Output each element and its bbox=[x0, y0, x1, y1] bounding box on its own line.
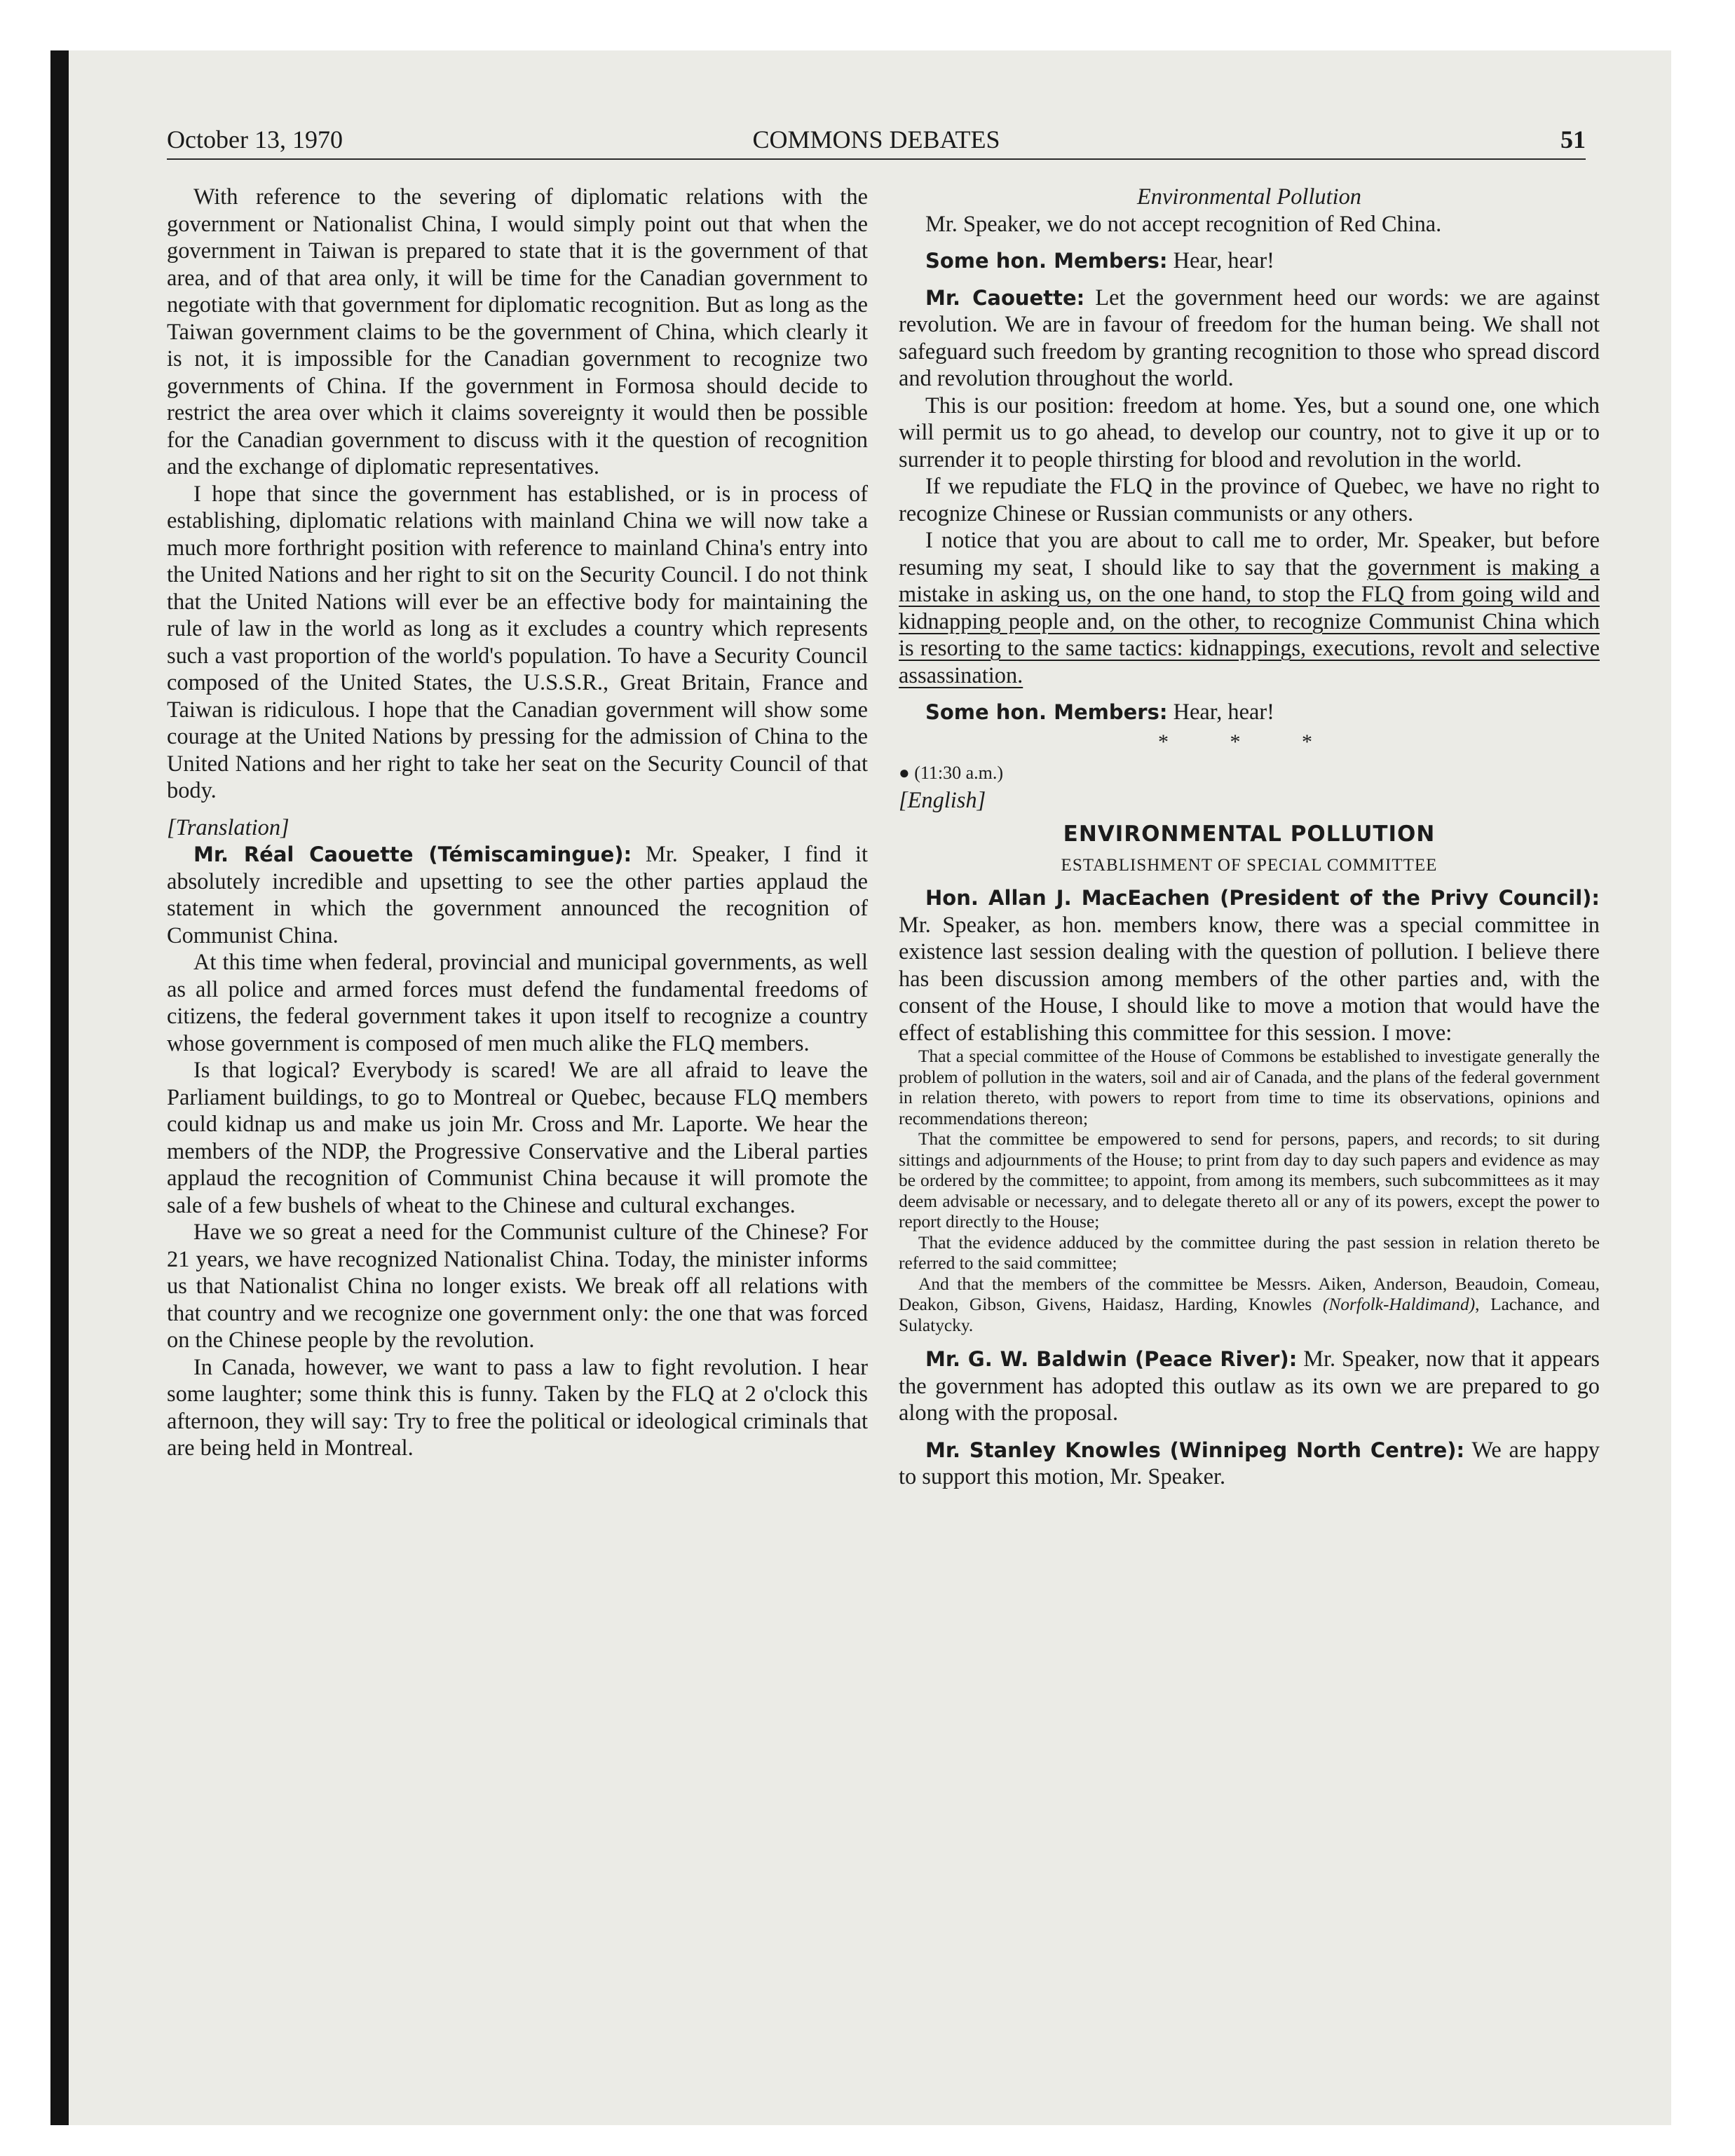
motion-clause bbox=[899, 1274, 1600, 1337]
handwritten-underlined-text: government is making a mistake in asking us, on the one hand, to stop the FLQ from going wild and kidnapping people and, on the other, to recognize Communist China which is resorting to the same tactics: kidnappings, executions, revolt and selective assassination. bbox=[899, 554, 1600, 688]
paragraph: With reference to the severing of diplomatic relations with the government or Nationalist China, I would simply point out that when the government in Taiwan is prepared to state that it is the government of that area, and of that area only, it will be time for the Canadian government to negotiate with that government for diplomatic recognition. But as long as the Taiwan government claims to be the government of China, which clearly it is not, it is impossible for the Canadian government to recognize two governments of China. If the government in Formosa should decide to restrict the area over which it claims sovereignty it would then be possible for the Canadian government to discuss with it the question of recognition and the exchange of diplomatic representatives. bbox=[167, 184, 868, 479]
header-date: October 13, 1970 bbox=[167, 125, 343, 153]
speaker-name: Hon. Allan J. MacEachen (President of the Privy Council): bbox=[925, 886, 1600, 910]
section-separator: * * * bbox=[1158, 730, 1340, 753]
motion-text bbox=[899, 1046, 1600, 1336]
paragraph: Have we so great a need for the Communist culture of the Chinese? For 21 years, we have recognized Nationalist China. Today, the minister informs us that Nationalist China no longer exists. We break off all relations with that country and we recognize one government only: the one that was forced on the Chinese people by the revolution. bbox=[167, 1220, 868, 1353]
running-head: Environmental Pollution bbox=[1137, 184, 1361, 210]
header-page-number: 51 bbox=[1560, 125, 1586, 153]
right-column bbox=[899, 184, 1600, 1491]
motion-clause: That the evidence adduced by the committee during the past session in relation thereto be referred to the said committee; bbox=[899, 1232, 1600, 1273]
speaker-name: Mr. Caouette: bbox=[925, 285, 1085, 310]
page-binding-edge bbox=[50, 50, 69, 2125]
motion-clause-text: And that the members of the committee be Messrs. Aiken, Anderson, Beaudoin, Comeau, Deakon, Gibson, Givens, Haidasz, Harding, Knowles bbox=[899, 1274, 1600, 1314]
page-header bbox=[167, 125, 1586, 160]
paragraph: If we repudiate the FLQ in the province of Quebec, we have no right to recognize Chinese or Russian communists or any others. bbox=[899, 474, 1600, 526]
speech-text: Mr. Speaker, I find it absolutely incredible and upsetting to see the other parties applaud the statement in which the government announced the recognition of Communist China. bbox=[167, 842, 868, 948]
speech-text: Hear, hear! bbox=[1173, 248, 1274, 273]
translation-marker: [Translation] bbox=[167, 814, 290, 840]
paragraph: I hope that since the government has established, or is in process of establishing, diplomatic relations with mainland China we will now take a much more forthright position with reference to mainland China's entry into the United Nations and her right to sit on the Security Council. I do not think that the United Nations will ever be an effective body for maintaining the rule of law in the world as long as it excludes a country which represents such a vast proportion of the world's population. To have a Security Council composed of the United States, the U.S.S.R., Great Britain, France and Taiwan is ridiculous. I hope that the Canadian government will show some courage at the United Nations by pressing for the admission of China to the United Nations and her right to take her seat on the Security Council of that body. bbox=[167, 481, 868, 803]
paragraph: At this time when federal, provincial and municipal governments, as well as all police and armed forces must defend the fundamental freedoms of citizens, the federal government takes it upon itself to recognize a country whose government is composed of men much alike the FLQ members. bbox=[167, 950, 868, 1056]
riding-name: (Norfolk-Haldimand) bbox=[1322, 1295, 1476, 1314]
interjection bbox=[899, 247, 1600, 275]
speech-text: We are happy to support this motion, Mr. Speaker. bbox=[899, 1437, 1600, 1489]
speech-knowles bbox=[899, 1437, 1600, 1491]
paragraph: Is that logical? Everybody is scared! We are all afraid to leave the Parliament buildings, to go to Montreal or Quebec, because FLQ members could kidnap us and make us join Mr. Cross and Mr. Laporte. We hear the members of the NDP, the Progressive Conservative and the Liberal parties applaud the recognition of Communist China because it will promote the sale of a few bushels of wheat to the Chinese and cultural exchanges. bbox=[167, 1058, 868, 1218]
speech-text: Mr. Speaker, now that it appears the government has adopted this outlaw as its own we are prepared to go along with the proposal. bbox=[899, 1346, 1600, 1426]
motion-clause-text: , Lachance, and Sulatycky. bbox=[899, 1295, 1600, 1335]
english-marker: [English] bbox=[899, 787, 986, 813]
speech-text: Let the government heed our words: we are against revolution. We are in favour of freedom for the human being. We shall not safeguard such freedom by granting recognition to those who spread discord and revolution throughout the world. bbox=[899, 285, 1600, 391]
motion-clause: That a special committee of the House of Commons be established to investigate generally the problem of pollution in the waters, soil and air of Canada, and the plans of the federal government in relation thereto, with powers to report from time to time its observations, opinions and recommendations thereon; bbox=[899, 1046, 1600, 1128]
paragraph: This is our position: freedom at home. Yes, but a sound one, one which will permit us to go ahead, to develop our country, not to give it up or to surrender it to people thirsting for blood and revolution in the world. bbox=[899, 393, 1600, 472]
speaker-name: Mr. Stanley Knowles (Winnipeg North Centre): bbox=[925, 1438, 1465, 1462]
header-title: COMMONS DEBATES bbox=[752, 125, 1000, 153]
speaker-name: Some hon. Members: bbox=[925, 249, 1168, 273]
left-column bbox=[167, 184, 868, 1462]
speech-text: Hear, hear! bbox=[1173, 700, 1274, 725]
paragraph: In Canada, however, we want to pass a law to fight revolution. I hear some laughter; some think this is funny. Taken by the FLQ at 2 o'clock this afternoon, they will say: Try to free the political or ideological criminals that are being held in Montreal. bbox=[167, 1354, 868, 1461]
speech-caouette bbox=[167, 841, 868, 949]
motion-clause: That the committee be empowered to send for persons, papers, and records; to sit during sittings and adjournments of the House; to print from day to day such papers and evidence as may be ordered by the committee; to appoint, from among its members, such subcommittees as it may deem advisable or necessary, and to delegate thereto all or any of its powers, except the power to report directly to the House; bbox=[899, 1129, 1600, 1231]
time-stamp: ● (11:30 a.m.) bbox=[899, 763, 1004, 783]
speech-caouette bbox=[899, 285, 1600, 393]
section-subtitle: ESTABLISHMENT OF SPECIAL COMMITTEE bbox=[1061, 855, 1438, 875]
interjection bbox=[899, 699, 1600, 726]
speech-text: Mr. Speaker, as hon. members know, there was a special committee in existence last session dealing with the question of pollution. I believe there has been discussion among members of the other parties and, with the consent of the House, I should like to move a motion that would have the effect of establishing this committee for this session. I move: bbox=[899, 912, 1600, 1046]
speech-baldwin bbox=[899, 1346, 1600, 1427]
speaker-name: Mr. Réal Caouette (Témiscamingue): bbox=[193, 842, 632, 866]
speech-maceachen bbox=[899, 885, 1600, 1046]
section-title: ENVIRONMENTAL POLLUTION bbox=[1063, 821, 1436, 847]
speaker-name: Some hon. Members: bbox=[925, 700, 1168, 724]
paragraph-text: I notice that you are about to call me to order, Mr. Speaker, but before resuming my seat, I should like to say that the bbox=[899, 528, 1600, 580]
speaker-name: Mr. G. W. Baldwin (Peace River): bbox=[925, 1347, 1298, 1371]
paragraph bbox=[899, 527, 1600, 689]
paragraph: Mr. Speaker, we do not accept recognition of Red China. bbox=[925, 211, 1442, 237]
